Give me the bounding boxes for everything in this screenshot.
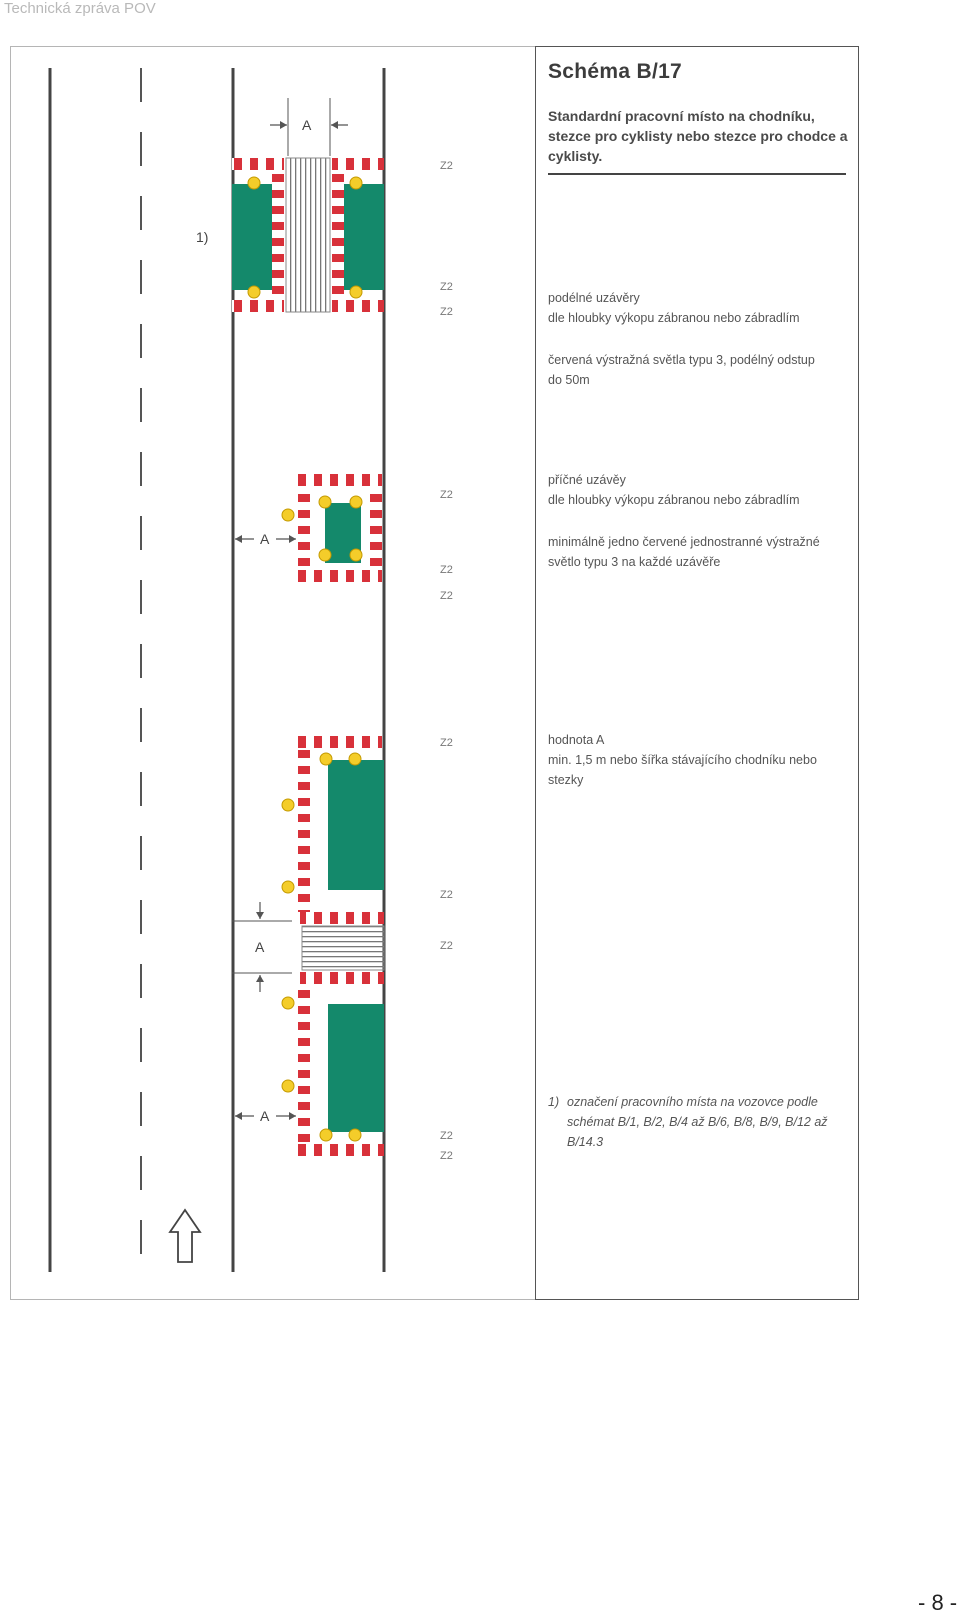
barrier [300,972,384,984]
schema-diagram [10,46,536,1300]
schema-title: Schéma B/17 [548,60,683,83]
sign-z2-label: Z2 [440,160,453,172]
dimension-a-label: A [302,117,312,133]
note-warning-lights [548,350,848,390]
work-area [328,1004,384,1132]
note-line: min. 1,5 m nebo šířka stávajícího chodníku nebo [548,753,817,767]
barrier [298,474,382,486]
warning-lamp-icon [349,753,361,765]
note-line: dle hloubky výkopu zábranou nebo zábradlím [548,311,800,325]
barrier [298,1144,384,1156]
note-line: příčné uzávěy [548,473,626,487]
warning-lamp-icon [349,1129,361,1141]
warning-lamp-icon [350,286,362,298]
barrier [298,736,382,748]
title-rule [548,173,846,175]
warning-lamp-icon [282,509,294,521]
worksite-2 [235,474,382,582]
note-line: červená výstražná světla typu 3, podélný odstup [548,353,815,367]
schema-subtitle: Standardní pracovní místo na chodníku, stezce pro cyklisty nebo stezce pro chodce a cyklisty. [548,108,848,164]
barrier [298,570,382,582]
note-line: minimálně jedno červené jednostranné výstražné [548,535,820,549]
warning-lamp-icon [282,1080,294,1092]
warning-lamp-icon [350,549,362,561]
page-number: - 8 - [918,1590,958,1615]
work-area [232,184,278,290]
sign-z2-label: Z2 [440,1130,453,1142]
warning-lamp-icon [320,1129,332,1141]
note-value-a [548,730,848,790]
warning-lamp-icon [319,549,331,561]
barrier [232,158,284,170]
note-longitudinal-closures [548,288,848,328]
barrier [298,984,310,1144]
barrier [332,158,384,170]
footnote-number: 1) [548,1095,560,1109]
walkway-planks [286,158,330,312]
direction-arrow-icon [170,1210,200,1262]
footnote-marker: 1) [196,229,209,245]
dimension-a-label: A [260,531,270,547]
sign-z2-label: Z2 [440,306,453,318]
sign-z2-label: Z2 [440,489,453,501]
dimension-a-label: A [260,1108,270,1124]
worksite-3 [232,736,384,1156]
barrier [300,912,384,924]
dimension-a-label: A [255,939,265,955]
note-line: dle hloubky výkopu zábranou nebo zábradlím [548,493,800,507]
barrier [272,170,284,300]
sign-z2-label: Z2 [440,564,453,576]
sign-z2-label: Z2 [440,1150,453,1162]
warning-lamp-icon [319,496,331,508]
note-transverse-closures [548,470,848,510]
warning-lamp-icon [282,997,294,1009]
warning-lamp-icon [282,799,294,811]
warning-lamp-icon [350,177,362,189]
note-line: hodnota A [548,733,605,747]
sign-z2-label: Z2 [440,940,453,952]
barrier [298,486,310,570]
warning-lamp-icon [320,753,332,765]
note-line: podélné uzávěry [548,291,640,305]
warning-lamp-icon [248,286,260,298]
note-line: světlo typu 3 na každé uzávěře [548,555,721,569]
note-line: do 50m [548,373,590,387]
barrier [332,170,344,300]
barrier [332,300,384,312]
walkway-planks [302,926,384,970]
note-min-lights [548,532,848,572]
worksite-1 [232,98,384,312]
sign-z2-label: Z2 [440,590,453,602]
footnote [548,1092,848,1152]
sign-z2-label: Z2 [440,737,453,749]
work-area [344,184,384,290]
page-header: Technická zpráva POV [4,0,156,17]
warning-lamp-icon [350,496,362,508]
work-area [328,760,384,890]
barrier [232,300,284,312]
barrier [370,486,382,570]
note-line: stezky [548,773,584,787]
warning-lamp-icon [248,177,260,189]
sign-z2-label: Z2 [440,281,453,293]
footnote-text: označení pracovního místa na vozovce podle schémat B/1, B/2, B/4 až B/6, B/8, B/9, B/12 až B/14.3 [567,1095,828,1149]
sign-z2-label: Z2 [440,889,453,901]
warning-lamp-icon [282,881,294,893]
barrier [298,748,310,912]
